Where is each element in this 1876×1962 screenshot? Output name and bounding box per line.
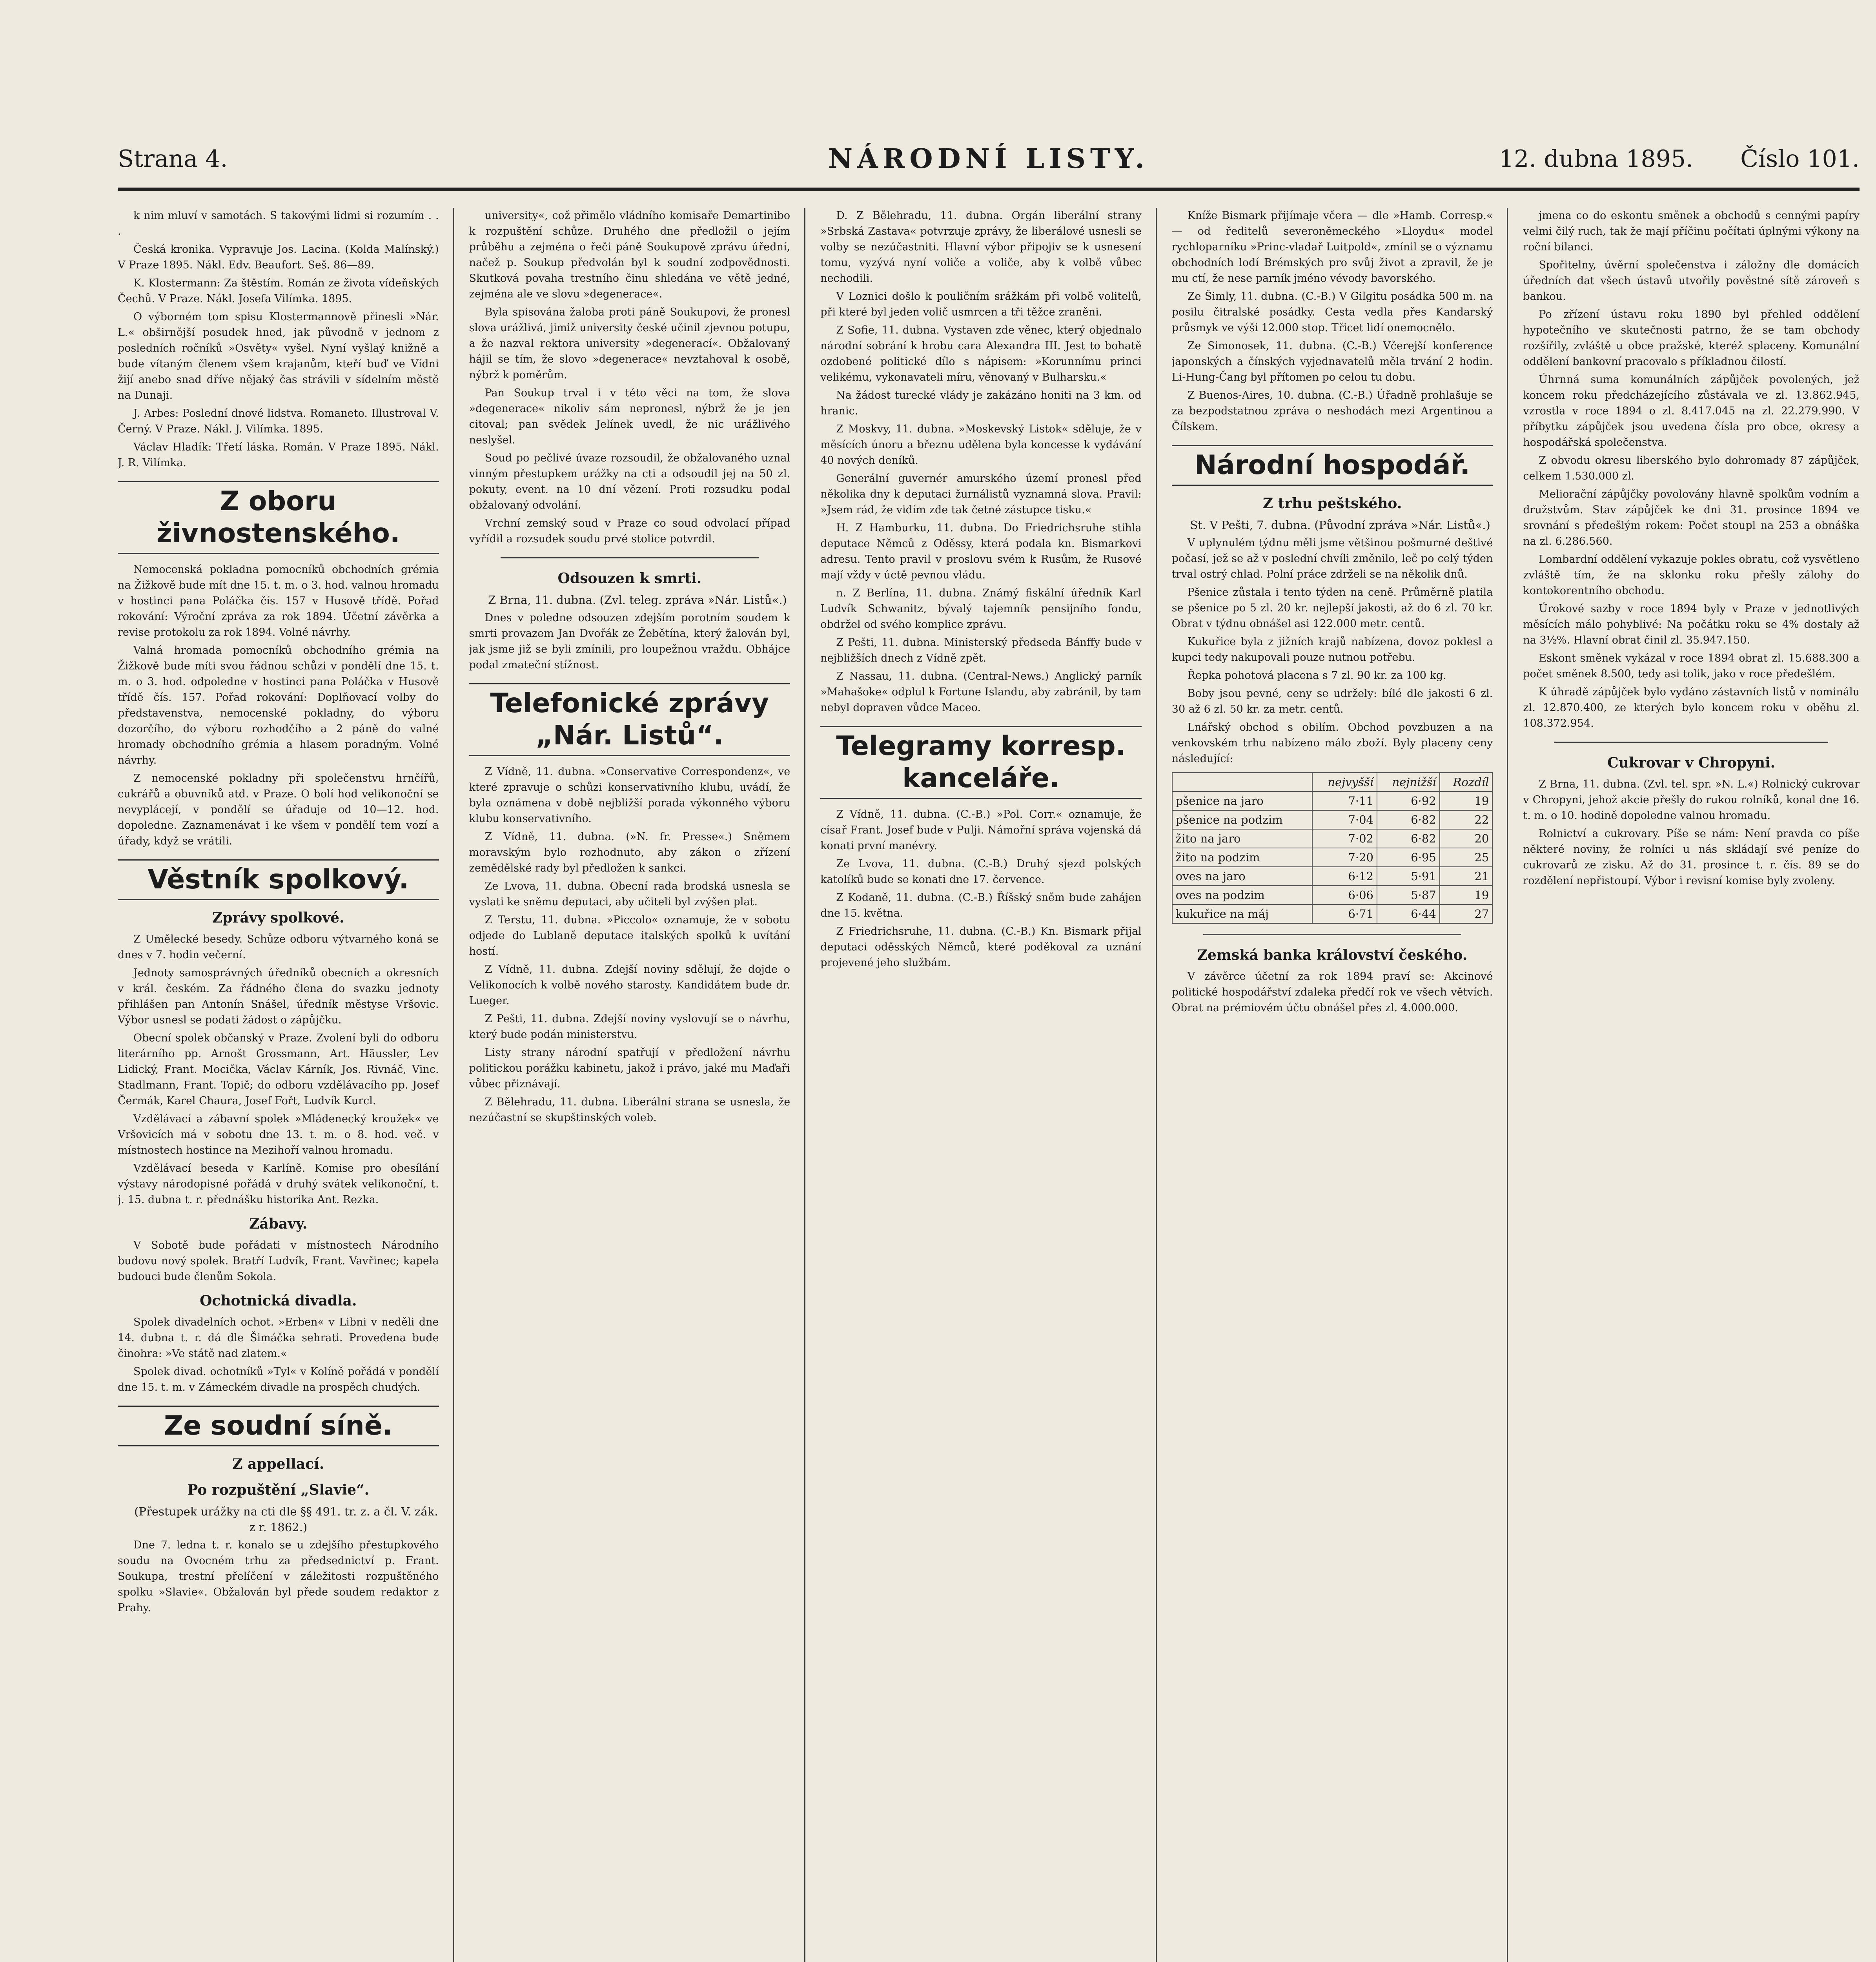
- paragraph: Z Pešti, 11. dubna. Ministerský předseda Bánffy bude v nejbližších dnech z Vídně zpět.: [820, 636, 1142, 664]
- paragraph: Z Vídně, 11. dubna. »Conservative Correspondenz«, ve které zpravuje o schůzi konservativního klubu, uvádí, že byla oznámena v době nejbližší porada výkonného výboru klubu konservativního.: [469, 766, 790, 825]
- paragraph: Z Terstu, 11. dubna. »Piccolo« oznamuje, že v sobotu odjede do Lublaně deputace italských spolků k uvítání hostí.: [469, 914, 790, 957]
- paragraph: Soud po pečlivé úvaze rozsoudil, že obžalovaného uznal vinným přestupkem urážky na cti a odsoudil jej na 50 zl. pokuty, event. na 10 dní vězení. Proti rozsudku podal obžalovaný odvolání.: [469, 452, 790, 511]
- table-row: [1172, 904, 1493, 923]
- table-cell: oves na podzim: [1172, 886, 1312, 904]
- paragraph: H. Z Hamburku, 11. dubna. Do Friedrichsruhe stihla deputace Němců z Oděssy, která podala kn. Bismarkovi adresu. Tento pravil v proslovu svém k Rusům, že Rusové mají vždy v úctě pevnou vládu.: [820, 522, 1142, 581]
- divider: [501, 557, 759, 558]
- table-cell: 21: [1440, 867, 1493, 886]
- paragraph: k nim mluví v samotách. S takovými lidmi si rozumím . . .: [118, 210, 439, 237]
- table-row: [1172, 791, 1493, 810]
- table-cell: pšenice na jaro: [1172, 791, 1312, 810]
- paragraph: Vzdělávací a zábavní spolek »Mládenecký kroužek« ve Vršovicích má v sobotu dne 13. t. m. o 8. hod. več. v místnostech hostince na Mezihoří valnou hromadu.: [118, 1113, 439, 1156]
- table-cell: 27: [1440, 904, 1493, 923]
- table-cell: 19: [1440, 886, 1493, 904]
- subheading: Zprávy spolkové.: [212, 910, 344, 926]
- paragraph: Rolnictví a cukrovary. Píše se nám: Není pravda co píše některé noviny, že rolníci u nás skládají své peníze do cukrovarů ze zisku. Až do 31. prosince t. r. čís. 89 se do rozdělení nepřistoupí. Výbor i revisní komise byly zvoleny.: [1523, 828, 1860, 887]
- divider: [1203, 934, 1462, 935]
- paragraph: Úrokové sazby v roce 1894 byly v Praze v jednotlivých měsících málo pohyblivé: Na počátku roku se 4% dostaly až na 3½%. Hlavní obrat činil zl. 35.947.150.: [1523, 603, 1860, 646]
- paragraph: Z Nassau, 11. dubna. (Central-News.) Anglický parník »Mahašoke« odplul k Fortune Islandu, aby zabránil, by tam nebyl dopraven vůdce Maceo.: [820, 670, 1142, 714]
- issue-number: Číslo 101.: [1740, 145, 1860, 173]
- column-4: [1172, 208, 1508, 1962]
- section-heading: Telegramy korresp. kanceláře.: [820, 726, 1142, 799]
- paragraph: (Přestupek urážky na cti dle §§ 491. tr. z. a čl. V. zák. z r. 1862.): [134, 1505, 438, 1534]
- subheading: Ochotnická divadla.: [200, 1293, 357, 1309]
- section-heading: Věstník spolkový.: [118, 859, 439, 900]
- paragraph: Lnářský obchod s obilím. Obchod povzbuzen a na venkovském trhu nabízeno málo zboží. Byly placeny ceny následující:: [1171, 721, 1493, 765]
- table-cell: 7·11: [1312, 791, 1377, 810]
- table-cell: pšenice na podzim: [1172, 810, 1312, 829]
- table-cell: 5·87: [1377, 886, 1440, 904]
- table-row: [1172, 810, 1493, 829]
- table-row: [1172, 886, 1493, 904]
- paragraph: Vrchní zemský soud v Praze co soud odvolací případ vyřídil a rozsudek soudu prvé stolice potvrdil.: [469, 517, 790, 545]
- section-heading: Ze soudní síně.: [118, 1406, 439, 1446]
- table-cell: 6·95: [1377, 848, 1440, 867]
- table-cell: 6·44: [1377, 904, 1440, 923]
- paragraph: Meliorační zápůjčky povolovány hlavně spolkům vodním a družstvům. Stav zápůjček ke dni 31. prosince 1894 ve srovnání s předešlým rokem: Počet stoupl na 253 a obnáška na zl. 6.286.560.: [1523, 488, 1860, 547]
- paragraph: Z Vídně, 11. dubna. (C.-B.) »Pol. Corr.« oznamuje, že císař Frant. Josef bude v Pulji. Námořní správa vojenská dá konati první manévry.: [820, 808, 1142, 852]
- paragraph: Pan Soukup trval i v této věci na tom, že slova »degenerace« nikoliv sám nepronesl, nýbrž že je jen citoval; pan svědek Jelínek uvedl, že nic urážlivého neslyšel.: [469, 387, 790, 446]
- table-cell: oves na jaro: [1172, 867, 1312, 886]
- page-header: [118, 137, 1860, 181]
- paragraph: Obecní spolek občanský v Praze. Zvolení byli do odboru literárního pp. Arnošt Grossmann, Art. Häussler, Lev Lidický, Frant. Mocička, Václav Kárník, Jos. Rivnáč, Vinc. Stadlmann, Frant. Topič; do odboru vzdělávacího pp. Josef Čermák, Karel Chaura, Josef Fořt, Ludvík Kurcl.: [118, 1032, 439, 1107]
- paragraph: Z Vídně, 11. dubna. (»N. fr. Presse«.) Sněmem moravským bylo rozhodnuto, aby zákon o zřízení zemědělské rady byl předložen k sankci.: [469, 831, 790, 874]
- paragraph: Ze Lvova, 11. dubna. (C.-B.) Druhý sjezd polských katolíků bude se konati dne 17. července.: [820, 858, 1142, 886]
- table-header-cell: nejnižší: [1377, 773, 1440, 791]
- divider: [1554, 742, 1828, 743]
- article-columns: [118, 208, 1860, 1962]
- table-cell: 6·82: [1377, 810, 1440, 829]
- column-5: [1523, 208, 1860, 1962]
- table-cell: 7·02: [1312, 829, 1377, 848]
- section-heading: Z oboru živnostenského.: [118, 481, 439, 554]
- column-2: [469, 208, 806, 1962]
- price-table: [1172, 772, 1493, 924]
- page-number: Strana 4.: [118, 145, 228, 173]
- paragraph: D. Z Bělehradu, 11. dubna. Orgán liberální strany »Srbská Zastava« potvrzuje zprávy, že liberálové usnesli se volby se nezúčastniti. Hlavní výbor připojiv se k usnesení tomu, vyzývá nyní voliče a voliče, aby k volbě vůbec nechodili.: [820, 210, 1142, 284]
- paragraph: Z Moskvy, 11. dubna. »Moskevský Listok« sděluje, že v měsících únoru a březnu udělena byla koncesse k vydávání 40 nových deníků.: [820, 423, 1142, 467]
- paragraph: Z obvodu okresu liberského bylo dohromady 87 zápůjček, celkem 1.530.000 zl.: [1523, 454, 1860, 482]
- table-cell: 7·04: [1312, 810, 1377, 829]
- table-header-cell: nejvyšší: [1312, 773, 1377, 791]
- paragraph: Nemocenská pokladna pomocníků obchodních grémia na Žižkově bude mít dne 15. t. m. o 3. hod. valnou hromadu v hostinci pana Poláčka čís. 157 v Husově třídě. Pořad rokování: Výroční zpráva za rok 1894. Účetní závěrka a revise protokolu za rok 1894. Volné návrhy.: [118, 563, 439, 638]
- table-cell: 20: [1440, 829, 1493, 848]
- subheading: Z appellací.: [232, 1456, 324, 1472]
- paragraph: Z Vídně, 11. dubna. Zdejší noviny sdělují, že dojde o Velikonocích k volbě nového starosty. Kandidátem bude dr. Lueger.: [469, 963, 790, 1007]
- paragraph: Generální guvernér amurského území pronesl před několika dny k deputaci žurnálistů vyznamná slova. Pravil: »Jsem rád, že vidím zde tak četné zástupce tisku.«: [820, 472, 1142, 516]
- paragraph: Z Umělecké besedy. Schůze odboru výtvarného koná se dnes v 7. hodin večerní.: [118, 933, 439, 961]
- subheading: Zábavy.: [249, 1216, 308, 1232]
- paragraph: Řepka pohotová placena s 7 zl. 90 kr. za 100 kg.: [1187, 669, 1446, 682]
- table-header-row: [1172, 773, 1493, 791]
- subheading: Z trhu peštského.: [1262, 495, 1402, 512]
- section-heading: Národní hospodář.: [1172, 445, 1493, 486]
- paragraph: Spořitelny, úvěrní společenstva i záložny dle domácích úředních dat všech ústavů utvořily pověstné sítě zároveň s bankou.: [1523, 259, 1860, 303]
- paragraph: O výborném tom spisu Klostermannově přinesli »Nár. L.« obširnější posudek hned, jak původně v jednom z posledních ročníků »Osvěty« vyšel. Nyní vyšlaý knižně a bude vítaným členem všem krajanům, kteří buď ve Vídni žijí anebo snad dříve nějaký čas strávili v sídelním městě na Dunaji.: [118, 311, 439, 401]
- table-cell: 6·82: [1377, 829, 1440, 848]
- paragraph: Ze Lvova, 11. dubna. Obecní rada brodská usnesla se vyslati ke sněmu deputaci, aby učiteli byl zvýšen plat.: [469, 880, 790, 908]
- subheading: Cukrovar v Chropyni.: [1607, 755, 1776, 771]
- paragraph: Ze Šimly, 11. dubna. (C.-B.) V Gilgitu posádka 500 m. na posilu čitralské posádky. Cesta vedla přes Kandarský průsmyk ve výši 12.000 stop. Třicet lidí onemocnělo.: [1171, 290, 1493, 334]
- paragraph: Ze Simonosek, 11. dubna. (C.-B.) Včerejší konference japonských a čínských vyjednavatelů měla trvání 2 hodin. Li-Hung-Čang byl přítomen po celou tu dobu.: [1171, 340, 1493, 383]
- paragraph: Po zřízení ústavu roku 1890 byl přehled oddělení hypotečního ve skutečnosti patrno, že se tam obchody rozšířily, zvláště u obce pražské, kteréž splaceny. Komunální oddělení bankovní pracovalo s příkladnou čilostí.: [1523, 308, 1860, 368]
- newspaper-page: [118, 90, 1860, 1962]
- paragraph: Česká kronika. Vypravuje Jos. Lacina. (Kolda Malínský.) V Praze 1895. Nákl. Edv. Beaufort. Seš. 86—89.: [118, 243, 439, 271]
- subheading: Zemská banka království českého.: [1197, 947, 1468, 963]
- subheading: Po rozpuštění „Slavie“.: [187, 1482, 370, 1498]
- paragraph: Dne 7. ledna t. r. konalo se u zdejšího přestupkového soudu na Ovocném trhu za předsednictví p. Frant. Soukupa, trestní přelíčení v záležitosti rozpuštěného spolku »Slavie«. Obžalován byl přede soudem redaktor z Prahy.: [118, 1539, 439, 1614]
- table-cell: 6·06: [1312, 886, 1377, 904]
- table-row: [1172, 848, 1493, 867]
- header-rule: [118, 188, 1860, 191]
- table-cell: 6·71: [1312, 904, 1377, 923]
- paragraph: Lombardní oddělení vykazuje pokles obratu, což vysvětleno zvláště tím, že na sklonku roku přešly zálohy do kontokorentního obchodu.: [1523, 553, 1860, 597]
- table-cell: 22: [1440, 810, 1493, 829]
- table-cell: 25: [1440, 848, 1493, 867]
- paragraph: Kníže Bismark přijímaje včera — dle »Hamb. Corresp.« — od ředitelů severoněmeckého »Lloydu« model rychloparníku »Princ-vladař Luitpold«, zmínil se o významu obchodních lodí Brémských pro svůj život a zpravil, že je mu ctí, že nese parník jméno vévody bavorského.: [1171, 210, 1493, 284]
- paragraph: Valná hromada pomocníků obchodního grémia na Žižkově bude míti svou řádnou schůzi v pondělí dne 15. t. m. o 3. hod. odpoledne v hostinci pana Poláčka v Husově třídě čís. 157. Pořad rokování: Doplňovací volby do představenstva, nemocenské pokladny, do výboru dozorčího, do výboru rozhodčího a 2 páně do valné hromady obchodního grémia a hlasem poradným. Volné návrhy.: [118, 644, 439, 766]
- table-row: [1172, 867, 1493, 886]
- paragraph: Z Brna, 11. dubna. (Zvl. tel. spr. »N. L.«) Rolnický cukrovar v Chropyni, jehož akcie přešly do rukou rolníků, konal dne 16. t. m. o 10. hodině dopoledne valnou hromadu.: [1523, 778, 1860, 822]
- table-cell: žito na jaro: [1172, 829, 1312, 848]
- paragraph: Vzdělávací beseda v Karlíně. Komise pro obesílání výstavy národopisné pořádá v druhý svátek velikonoční, t. j. 15. dubna t. r. přednášku historika Ant. Rezka.: [118, 1162, 439, 1206]
- paragraph: Z Brna, 11. dubna. (Zvl. teleg. zpráva »Nár. Listů«.): [488, 593, 787, 607]
- paragraph: Spolek divad. ochotníků »Tyl« v Kolíně pořádá v pondělí dne 15. t. m. v Zámeckém divadle na prospěch chudých.: [118, 1366, 439, 1393]
- paragraph: Z Kodaně, 11. dubna. (C.-B.) Říšský sněm bude zahájen dne 15. května.: [820, 892, 1142, 919]
- paragraph: n. Z Berlína, 11. dubna. Známý fiskální úředník Karl Ludvík Schwanitz, bývalý tajemník pensijního fondu, obdržel od svého komplice zprávu.: [820, 587, 1142, 631]
- table-cell: 5·91: [1377, 867, 1440, 886]
- section-heading: Telefonické zprávy „Nár. Listů“.: [469, 683, 790, 756]
- paragraph: Na žádost turecké vlády je zakázáno honiti na 3 km. od hranic.: [820, 389, 1142, 417]
- paragraph: Pšenice zůstala i tento týden na ceně. Průměrně platila se pšenice po 5 zl. 20 kr. nejlepší jakosti, až do 6 zl. 70 kr. Obrat v týdnu obnášel asi 122.000 metr. centů.: [1171, 586, 1493, 630]
- paragraph: jmena co do eskontu směnek a obchodů s cennými papíry velmi čilý ruch, tak že mají příčinu počítati úplnými výkony na roční bilanci.: [1523, 210, 1860, 253]
- paragraph: St. V Pešti, 7. dubna. (Původní zpráva »Nár. Listů«.): [1190, 518, 1490, 532]
- paragraph: Z Pešti, 11. dubna. Zdejší noviny vyslovují se o návrhu, který bude podán ministerstvu.: [469, 1013, 790, 1041]
- issue-date: 12. dubna 1895.: [1499, 145, 1694, 173]
- paragraph: Boby jsou pevné, ceny se udržely: bílé dle jakosti 6 zl. 30 až 6 zl. 50 kr. za metr. centů.: [1171, 687, 1493, 715]
- paragraph: Z Sofie, 11. dubna. Vystaven zde věnec, který objednalo národní sobrání k hrobu cara Alexandra III. Jest to bohatě ozdobené politické dílo s nápisem: »Korunnímu princi velikému, vykonavateli míru, věnovaný v Bulharsku.«: [820, 324, 1142, 383]
- paragraph: university«, což přimělo vládního komisaře Demartinibo k rozpuštění schůze. Druhého dne předložil o jejím průběhu a zejména o řeči páně Soukupově zprávu úřední, načež p. Soukup předvolán byl k soudní zodpovědnosti. Skutková povaha trestního činu shledána ve větě jedné, zejména ale ve slovu »degenerace«.: [469, 210, 790, 300]
- table-cell: 6·12: [1312, 867, 1377, 886]
- paragraph: Spolek divadelních ochot. »Erben« v Libni v neděli dne 14. dubna t. r. dá dle Šimáčka sehrati. Provedena bude činohra: »Ve státě nad zlatem.«: [118, 1316, 439, 1360]
- table-cell: 6·92: [1377, 791, 1440, 810]
- paragraph: Z Friedrichsruhe, 11. dubna. (C.-B.) Kn. Bismark přijal deputaci oděsských Němců, které poděkoval za uznání projevené jeho službám.: [820, 925, 1142, 969]
- table-row: [1172, 829, 1493, 848]
- table-header-cell: [1172, 773, 1312, 791]
- paragraph: V Loznici došlo k pouličním srážkám při volbě volitelů, při které byl jeden volič usmrcen a tři těžce zraněni.: [820, 290, 1142, 318]
- paragraph: K úhradě zápůjček bylo vydáno zástavních listů v nominálu zl. 12.870.400, ze kterých bylo koncem roku v oběhu zl. 108.372.954.: [1523, 686, 1860, 729]
- paragraph: Z Bělehradu, 11. dubna. Liberální strana se usnesla, že nezúčastní se skupštinských voleb.: [469, 1096, 790, 1124]
- paragraph: Úhrnná suma komunálních zápůjček povolených, jež koncem roku předcházejícího zůstávala ve zl. 13.862.945, vzrostla v roce 1894 o zl. 8.417.045 na zl. 22.279.990. V příbytku zápůjček jsou uvedena čísla pro obce, okresy a hospodářská společenstva.: [1523, 374, 1860, 449]
- paragraph: Eskont směnek vykázal v roce 1894 obrat zl. 15.688.300 a počet směnek 8.500, tedy asi tolik, jako v roce předešlém.: [1523, 652, 1860, 680]
- paragraph: Jednoty samosprávných úředníků obecních a okresních v král. českém. Za řádného člena do svazku jednoty přihlášen pan Antonín Snášel, úředník městyse Vršovic. Výbor usnesl se podati žádost o zápůjčku.: [118, 967, 439, 1026]
- paragraph: Z nemocenské pokladny při společenstvu hrnčířů, cukrářů a obuvníků atd. v Praze. O bolí hod velikonoční se nevyplácejí, v pondělí se úřaduje od 10—12. hod. dopoledne. Zaznamenávat i ke všem v pondělí tem vozí a úřady, když se vrátili.: [118, 772, 439, 847]
- paragraph: J. Arbes: Poslední dnové lidstva. Romaneto. Illustroval V. Černý. V Praze. Nákl. J. Vilímka. 1895.: [118, 407, 439, 435]
- paragraph: K. Klostermann: Za štěstím. Román ze života vídeňských Čechů. V Praze. Nákl. Josefa Vilímka. 1895.: [118, 277, 439, 305]
- table-header-cell: Rozdíl: [1440, 773, 1493, 791]
- paragraph: V závěrce účetní za rok 1894 praví se: Akcinové politické hospodářství zdaleka předčí rok ve všech větvích. Obrat na prémiovém účtu obnášel přes zl. 4.000.000.: [1171, 970, 1493, 1014]
- table-cell: 7·20: [1312, 848, 1377, 867]
- subheading: Odsouzen k smrti.: [557, 570, 702, 587]
- paragraph: V uplynulém týdnu měli jsme většinou pošmurné deštivé počasí, jež se až v poslední chvíli změnilo, leč po celý týden trval ostrý chlad. Polní práce zdrželi se na několik dnů.: [1171, 537, 1493, 580]
- paragraph: Listy strany národní spatřují v předložení návrhu politickou porážku kabinetu, jakož i právo, jaké mu Maďaři vůbec přiznávají.: [469, 1047, 790, 1090]
- paragraph: Byla spisována žaloba proti páně Soukupovi, že pronesl slova urážlivá, jimiž university české učinil zjevnou potupu, a že nazval rektora university »degenerací«. Obžalovaný hájil se tím, že slovo »degenerace« nevztahoval k osobě, nýbrž k poměrům.: [469, 306, 790, 381]
- paragraph: Z Buenos-Aires, 10. dubna. (C.-B.) Úřadně prohlašuje se za bezpodstatnou zpráva o neshodách mezi Argentinou a Čílskem.: [1171, 389, 1493, 433]
- column-1: [118, 208, 454, 1962]
- newspaper-title: NÁRODNÍ LISTY.: [828, 143, 1149, 175]
- column-3: [820, 208, 1157, 1962]
- paragraph: Kukuřice byla z jižních krajů nabízena, dovoz poklesl a kupci tedy nakupovali pouze nutnou potřebu.: [1171, 636, 1493, 664]
- paragraph: Václav Hladík: Třetí láska. Román. V Praze 1895. Nákl. J. R. Vilímka.: [118, 441, 439, 469]
- table-cell: 19: [1440, 791, 1493, 810]
- paragraph: V Sobotě bude pořádati v místnostech Národního budovu nový spolek. Bratří Ludvík, Frant. Vavřinec; kapela budouci bude členům Sokola.: [118, 1239, 439, 1283]
- table-cell: žito na podzim: [1172, 848, 1312, 867]
- table-cell: kukuřice na máj: [1172, 904, 1312, 923]
- paragraph: Dnes v poledne odsouzen zdejším porotním soudem k smrti provazem Jan Dvořák ze Žebětína, který žalován byl, jak jsme již se byli zmínili, pro loupežnou vraždu. Obhájce podal zmateční stížnost.: [469, 612, 790, 671]
